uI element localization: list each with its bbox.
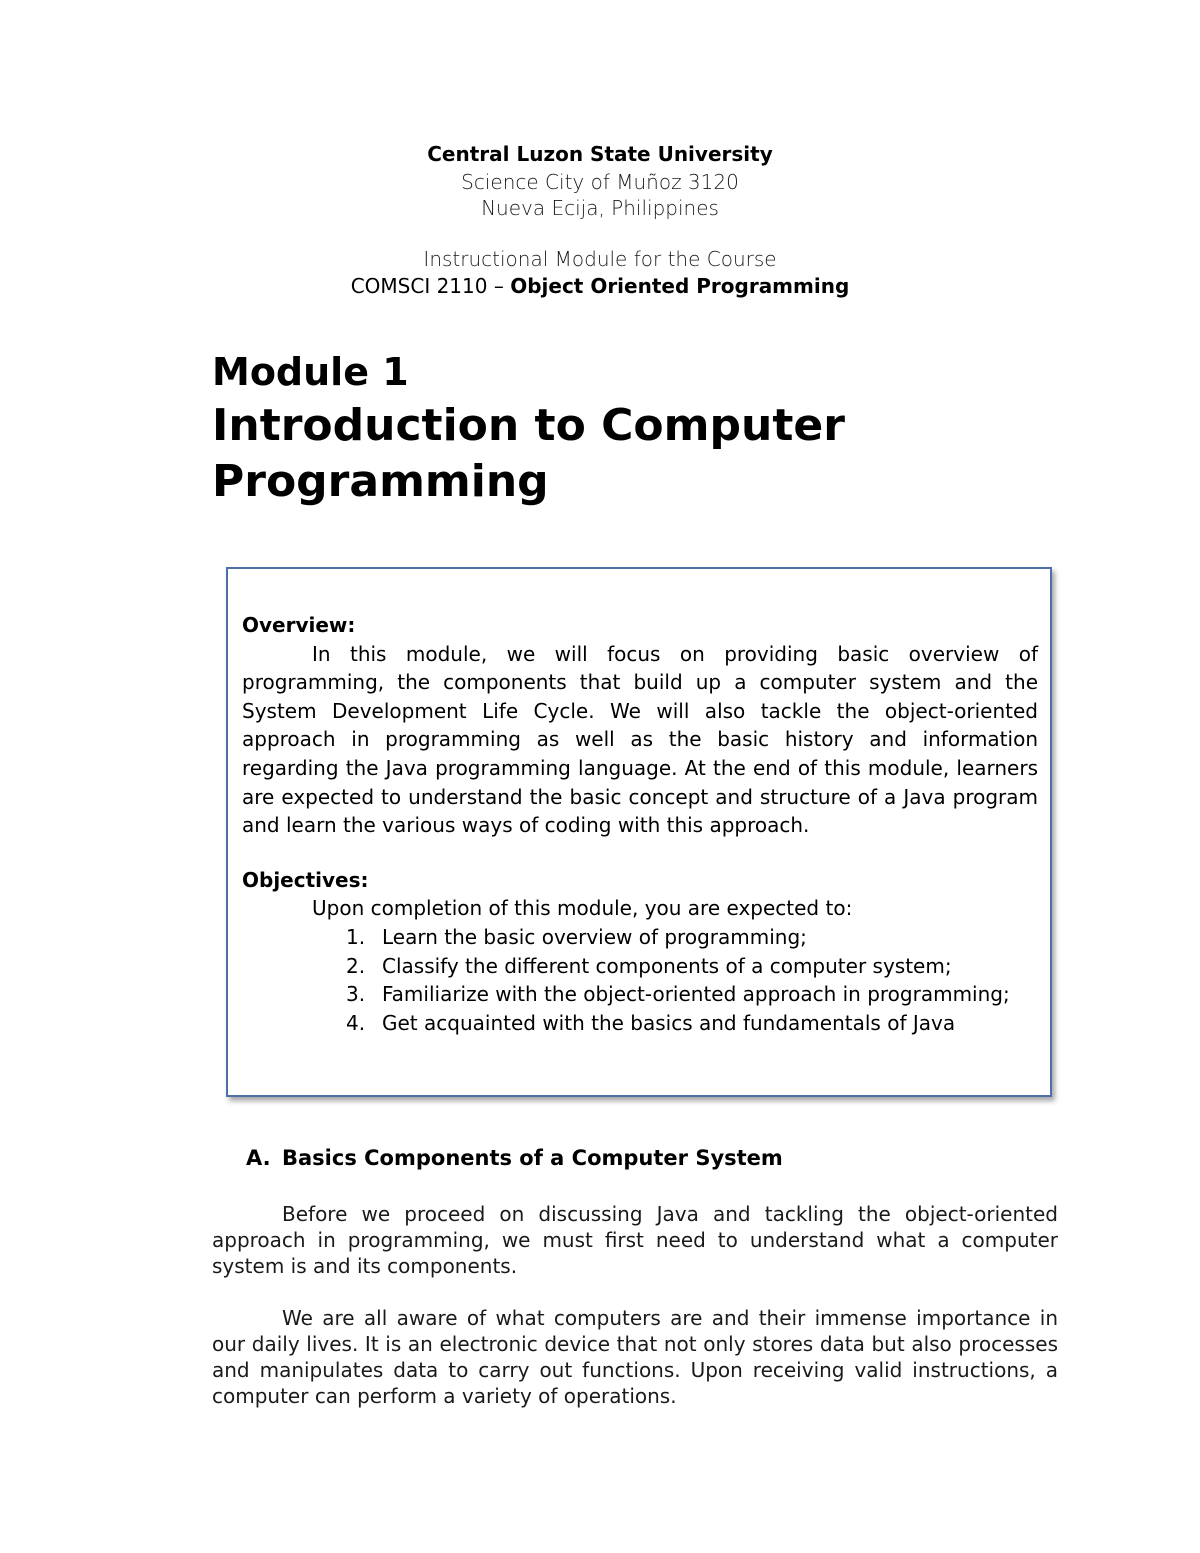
course-code: COMSCI 2110 – (350, 274, 504, 298)
body-paragraph: We are all aware of what computers are and their immense importance in our daily lives. It is an electronic device that not only stores data but also processes and manipulates data to carry out functions. Upon receiving valid instructions, a computer can perform a variety of operations. (212, 1306, 1058, 1408)
section-a-heading (246, 1146, 783, 1170)
objective-item (242, 923, 1038, 952)
objective-number: 1. (346, 924, 366, 949)
objective-item (242, 952, 1038, 981)
overview-label: Overview: (242, 613, 356, 637)
module-title: Introduction to Computer Programming (212, 400, 845, 507)
objective-item (242, 1009, 1038, 1038)
objective-text: Classify the different components of a computer system; (382, 953, 952, 978)
module-number: Module 1 (212, 350, 409, 394)
course-name: Object Oriented Programming (510, 274, 850, 298)
university-province: Nueva Ecija, Philippines (481, 196, 719, 220)
objective-number: 3. (346, 982, 366, 1007)
module-for-line: Instructional Module for the Course (423, 247, 777, 271)
course-line (0, 274, 1200, 298)
objective-text: Familiarize with the object-oriented approach in programming; (382, 982, 1010, 1007)
overview-box (226, 567, 1052, 1097)
objectives-label: Objectives: (242, 867, 369, 892)
objectives-intro: Upon completion of this module, you are expected to: (312, 896, 853, 921)
objective-number: 4. (346, 1010, 366, 1035)
body-paragraph: Before we proceed on discussing Java and tackling the object-oriented approach in programming, we must first need to understand what a computer system is and its components. (212, 1202, 1058, 1278)
objective-text: Learn the basic overview of programming; (382, 924, 807, 949)
university-city: Science City of Muñoz 3120 (461, 170, 739, 194)
objective-item (242, 980, 1038, 1009)
section-letter: A. (246, 1146, 271, 1170)
objectives-block (242, 866, 1038, 1038)
section-title: Basics Components of a Computer System (282, 1146, 783, 1170)
university-name: Central Luzon State University (427, 142, 773, 166)
objective-text: Get acquainted with the basics and fundamentals of Java (382, 1010, 956, 1035)
overview-text: In this module, we will focus on providing basic overview of programming, the components that build up a computer system and the System Development Life Cycle. We will also tackle the object-oriented approach in programming as well as the basic history and information regarding the Java programming language. At the end of this module, learners are expected to understand the basic concept and structure of a Java program and learn the various ways of coding with this approach. (242, 641, 1038, 838)
objective-number: 2. (346, 953, 366, 978)
objectives-list (242, 923, 1038, 1037)
overview-box-content (242, 611, 1038, 1037)
